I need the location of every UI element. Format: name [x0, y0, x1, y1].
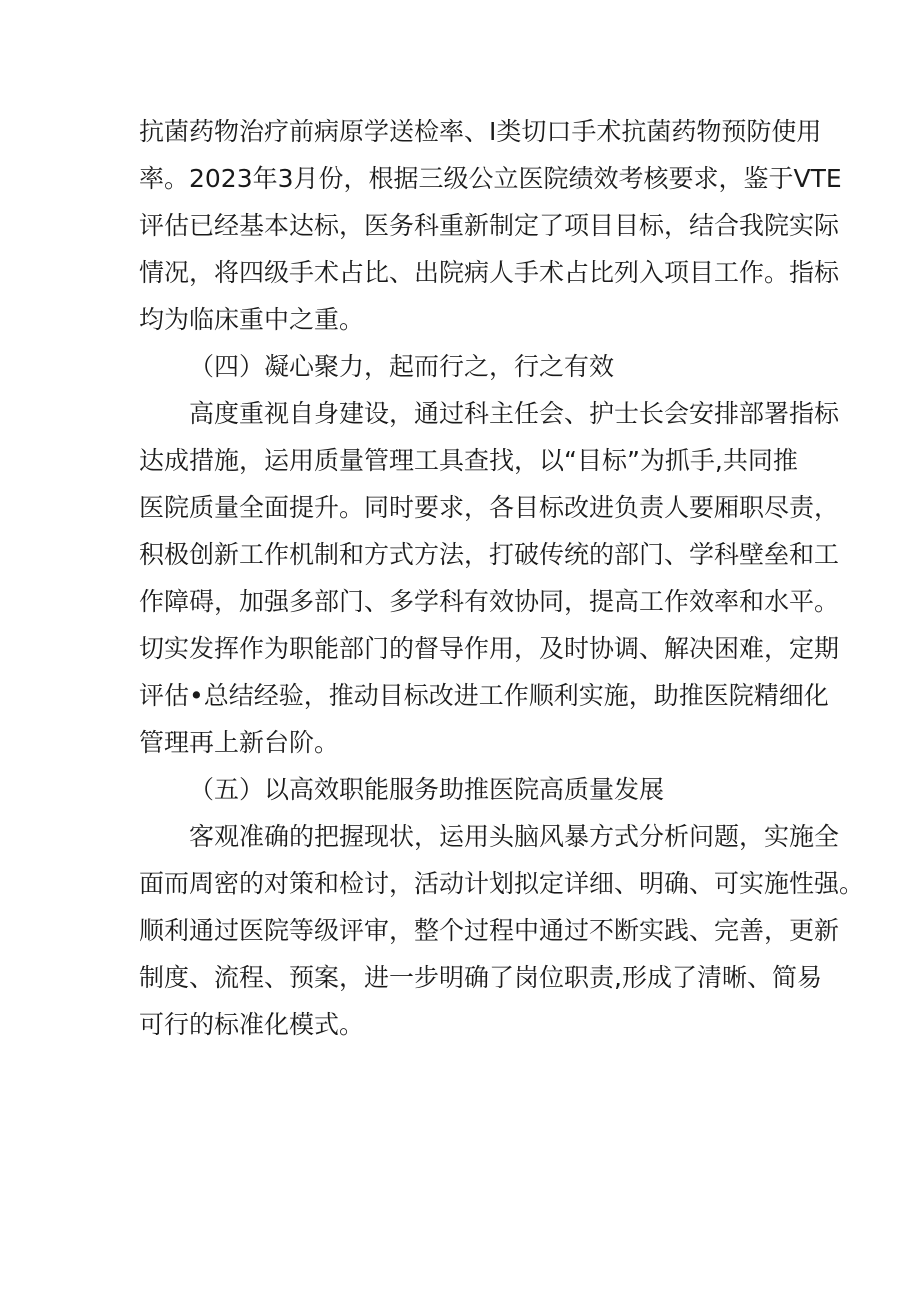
paragraph-line: 切实发挥作为职能部门的督导作用，及时协调、解决困难，定期: [139, 634, 840, 663]
paragraph-line: 情况，将四级手术占比、出院病人手术占比列入项目工作。指标: [139, 258, 840, 287]
paragraph-line: 抗菌药物治疗前病原学送检率、I类切口手术抗菌药物预防使用: [139, 117, 822, 146]
paragraph-line: 可行的标准化模式。: [139, 1010, 365, 1039]
paragraph-line: 均为临床重中之重。: [139, 305, 365, 334]
paragraph-line: 高度重视自身建设，通过科主任会、护士长会安排部署指标: [189, 399, 840, 428]
paragraph-line: 评估已经基本达标，医务科重新制定了项目目标，结合我院实际: [139, 211, 840, 240]
document-body: [139, 108, 865, 1048]
paragraph-line: 医院质量全面提升。同时要求，各目标改进负责人要厢职尽责，: [139, 493, 840, 522]
section-heading: （五）以高效职能服务助推医院高质量发展: [189, 775, 665, 804]
paragraph-line: 管理再上新台阶。: [139, 728, 340, 757]
section-heading: （四）凝心聚力，起而行之，行之有效: [189, 352, 615, 381]
paragraph-line: 评估•总结经验，推动目标改进工作顺利实施，助推医院精细化: [139, 681, 829, 710]
paragraph-line: 作障碍，加强多部门、多学科有效协同，提高工作效率和水平。: [139, 587, 840, 616]
paragraph-line: 顺利通过医院等级评审，整个过程中通过不断实践、完善，更新: [139, 916, 840, 945]
paragraph-line: 积极创新工作机制和方式方法，打破传统的部门、学科壁垒和工: [139, 540, 840, 569]
paragraph-line: 制度、流程、预案，进一步明确了岗位职责,形成了清晰、简易: [139, 963, 822, 992]
paragraph-line: 面而周密的对策和检讨，活动计划拟定详细、明确、可实施性强。: [139, 869, 865, 898]
paragraph-line: 客观准确的把握现状，运用头脑风暴方式分析问题，实施全: [189, 822, 840, 851]
paragraph-line: 达成措施，运用质量管理工具查找，以“目标”为抓手,共同推: [139, 446, 798, 475]
paragraph-line: 率。2023年3月份，根据三级公立医院绩效考核要求，鉴于VTE: [139, 164, 842, 193]
